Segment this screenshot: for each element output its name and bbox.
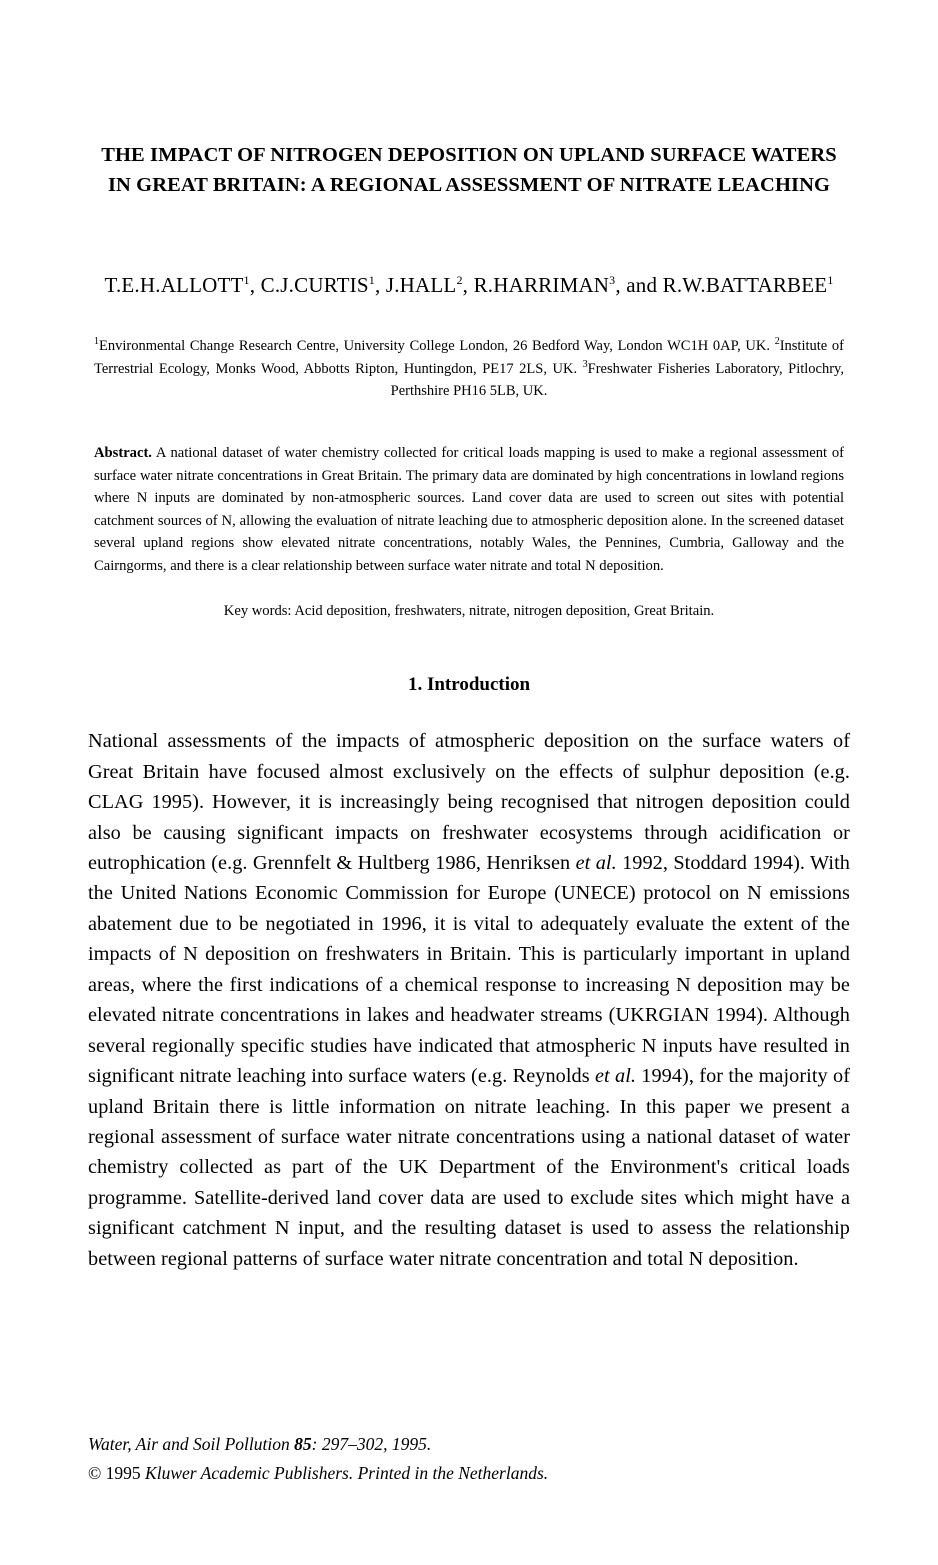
- intro-italic-1: et al.: [575, 852, 617, 875]
- footer-citation: [88, 1430, 850, 1458]
- affiliation-1-marker: 1: [94, 335, 99, 347]
- footer-copyright: [88, 1459, 850, 1487]
- intro-italic-2: et al.: [594, 1065, 636, 1088]
- introduction-paragraph: [88, 726, 850, 1274]
- affiliation-3-marker: 3: [582, 359, 588, 371]
- author-5-affiliation-marker: 1: [827, 273, 834, 288]
- intro-part-3: 1994), for the majority of upland Britain there is little information on nitrate leaching. In this paper we present a regional assessment of surface water nitrate concentrations using a national dataset of water chemistry collected as part of the UK Department of the Environment's critical loads programme. Satellite-derived land cover data are used to exclude sites which might have a significant catchment N input, and the resulting dataset is used to assess the relationship between regional patterns of surface water nitrate concentration and total N deposition.: [88, 1065, 851, 1270]
- author-4-affiliation-marker: 3: [609, 273, 616, 288]
- author-2: , C.J.CURTIS: [249, 273, 369, 298]
- affiliations-block: [88, 334, 850, 403]
- paper-page: [0, 140, 938, 1565]
- footer-copyright-symbol: © 1995: [88, 1462, 146, 1483]
- keywords-line: Key words: Acid deposition, freshwaters, nitrate, nitrogen deposition, Great Britain.: [223, 603, 715, 620]
- abstract-block: [88, 442, 850, 577]
- author-1: T.E.H.ALLOTT: [104, 273, 244, 298]
- footer-journal: Water, Air and Soil Pollution: [88, 1434, 290, 1455]
- author-list: [88, 272, 850, 299]
- intro-part-2: 1992, Stoddard 1994). With the United Nations Economic Commission for Europe (UNECE) protocol on N emissions abatement due to be negotiated in 1996, it is vital to adequately evaluate the extent of the impacts of N deposition on freshwaters in Britain. This is particularly important in upland areas, where the first indications of a chemical response to increasing N deposition may be elevated nitrate concentrations in lakes and headwater streams (UKRGIAN 1994). Although several regionally specific studies have indicated that atmospheric N inputs have resulted in significant nitrate leaching into surface waters (e.g. Reynolds: [88, 852, 850, 1088]
- author-1-affiliation-marker: 1: [243, 273, 250, 288]
- affiliation-3-text: Freshwater Fisheries Laboratory, Pitlochry, Perthshire PH16 5LB, UK.: [390, 360, 844, 399]
- section-heading-introduction: 1. Introduction: [407, 674, 531, 696]
- footer-volume: 85: [289, 1434, 312, 1455]
- author-2-affiliation-marker: 1: [368, 273, 375, 288]
- author-4: , R.HARRIMAN: [462, 273, 610, 298]
- author-5: , and R.W.BATTARBEE: [615, 273, 828, 298]
- page-footer: [88, 1430, 850, 1487]
- footer-publisher: Kluwer Academic Publishers. Printed in the Netherlands.: [145, 1462, 549, 1483]
- abstract-label: Abstract.: [94, 445, 152, 462]
- affiliation-2-text: Institute of Terrestrial Ecology, Monks Wood, Abbotts Ripton, Huntingdon, PE17 2LS, UK.: [94, 337, 844, 377]
- affiliation-1-text: Environmental Change Research Centre, University College London, 26 Bedford Way, London WC1H 0AP, UK.: [99, 337, 775, 354]
- page-title: THE IMPACT OF NITROGEN DEPOSITION ON UPLAND SURFACE WATERS IN GREAT BRITAIN: A REGIONAL ASSESSMENT OF NITRATE LEACHING: [101, 144, 837, 197]
- abstract-text: A national dataset of water chemistry collected for critical loads mapping is used to make a regional assessment of surface water nitrate concentrations in Great Britain. The primary data are dominated by high concentrations in lowland regions where N inputs are dominated by non-atmospheric sources. Land cover data are used to screen out sites with potential catchment sources of N, allowing the evaluation of nitrate leaching due to atmospheric deposition alone. In the screened dataset several upland regions show elevated nitrate concentrations, notably Wales, the Pennines, Cumbria, Galloway and the Cairngorms, and there is a clear relationship between surface water nitrate and total N deposition.: [94, 445, 844, 574]
- footer-pages: : 297–302, 1995.: [311, 1434, 432, 1455]
- intro-part-1: National assessments of the impacts of atmospheric deposition on the surface waters of Great Britain have focused almost exclusively on the effects of sulphur deposition (e.g. CLAG 1995). However, it is increasingly being recognised that nitrogen deposition could also be causing significant impacts on freshwater ecosystems through acidification or eutrophication (e.g. Grennfelt & Hultberg 1986, Henriksen: [88, 730, 850, 875]
- affiliation-2-marker: 2: [774, 335, 780, 347]
- author-3: , J.HALL: [374, 273, 457, 298]
- author-3-affiliation-marker: 2: [456, 273, 463, 288]
